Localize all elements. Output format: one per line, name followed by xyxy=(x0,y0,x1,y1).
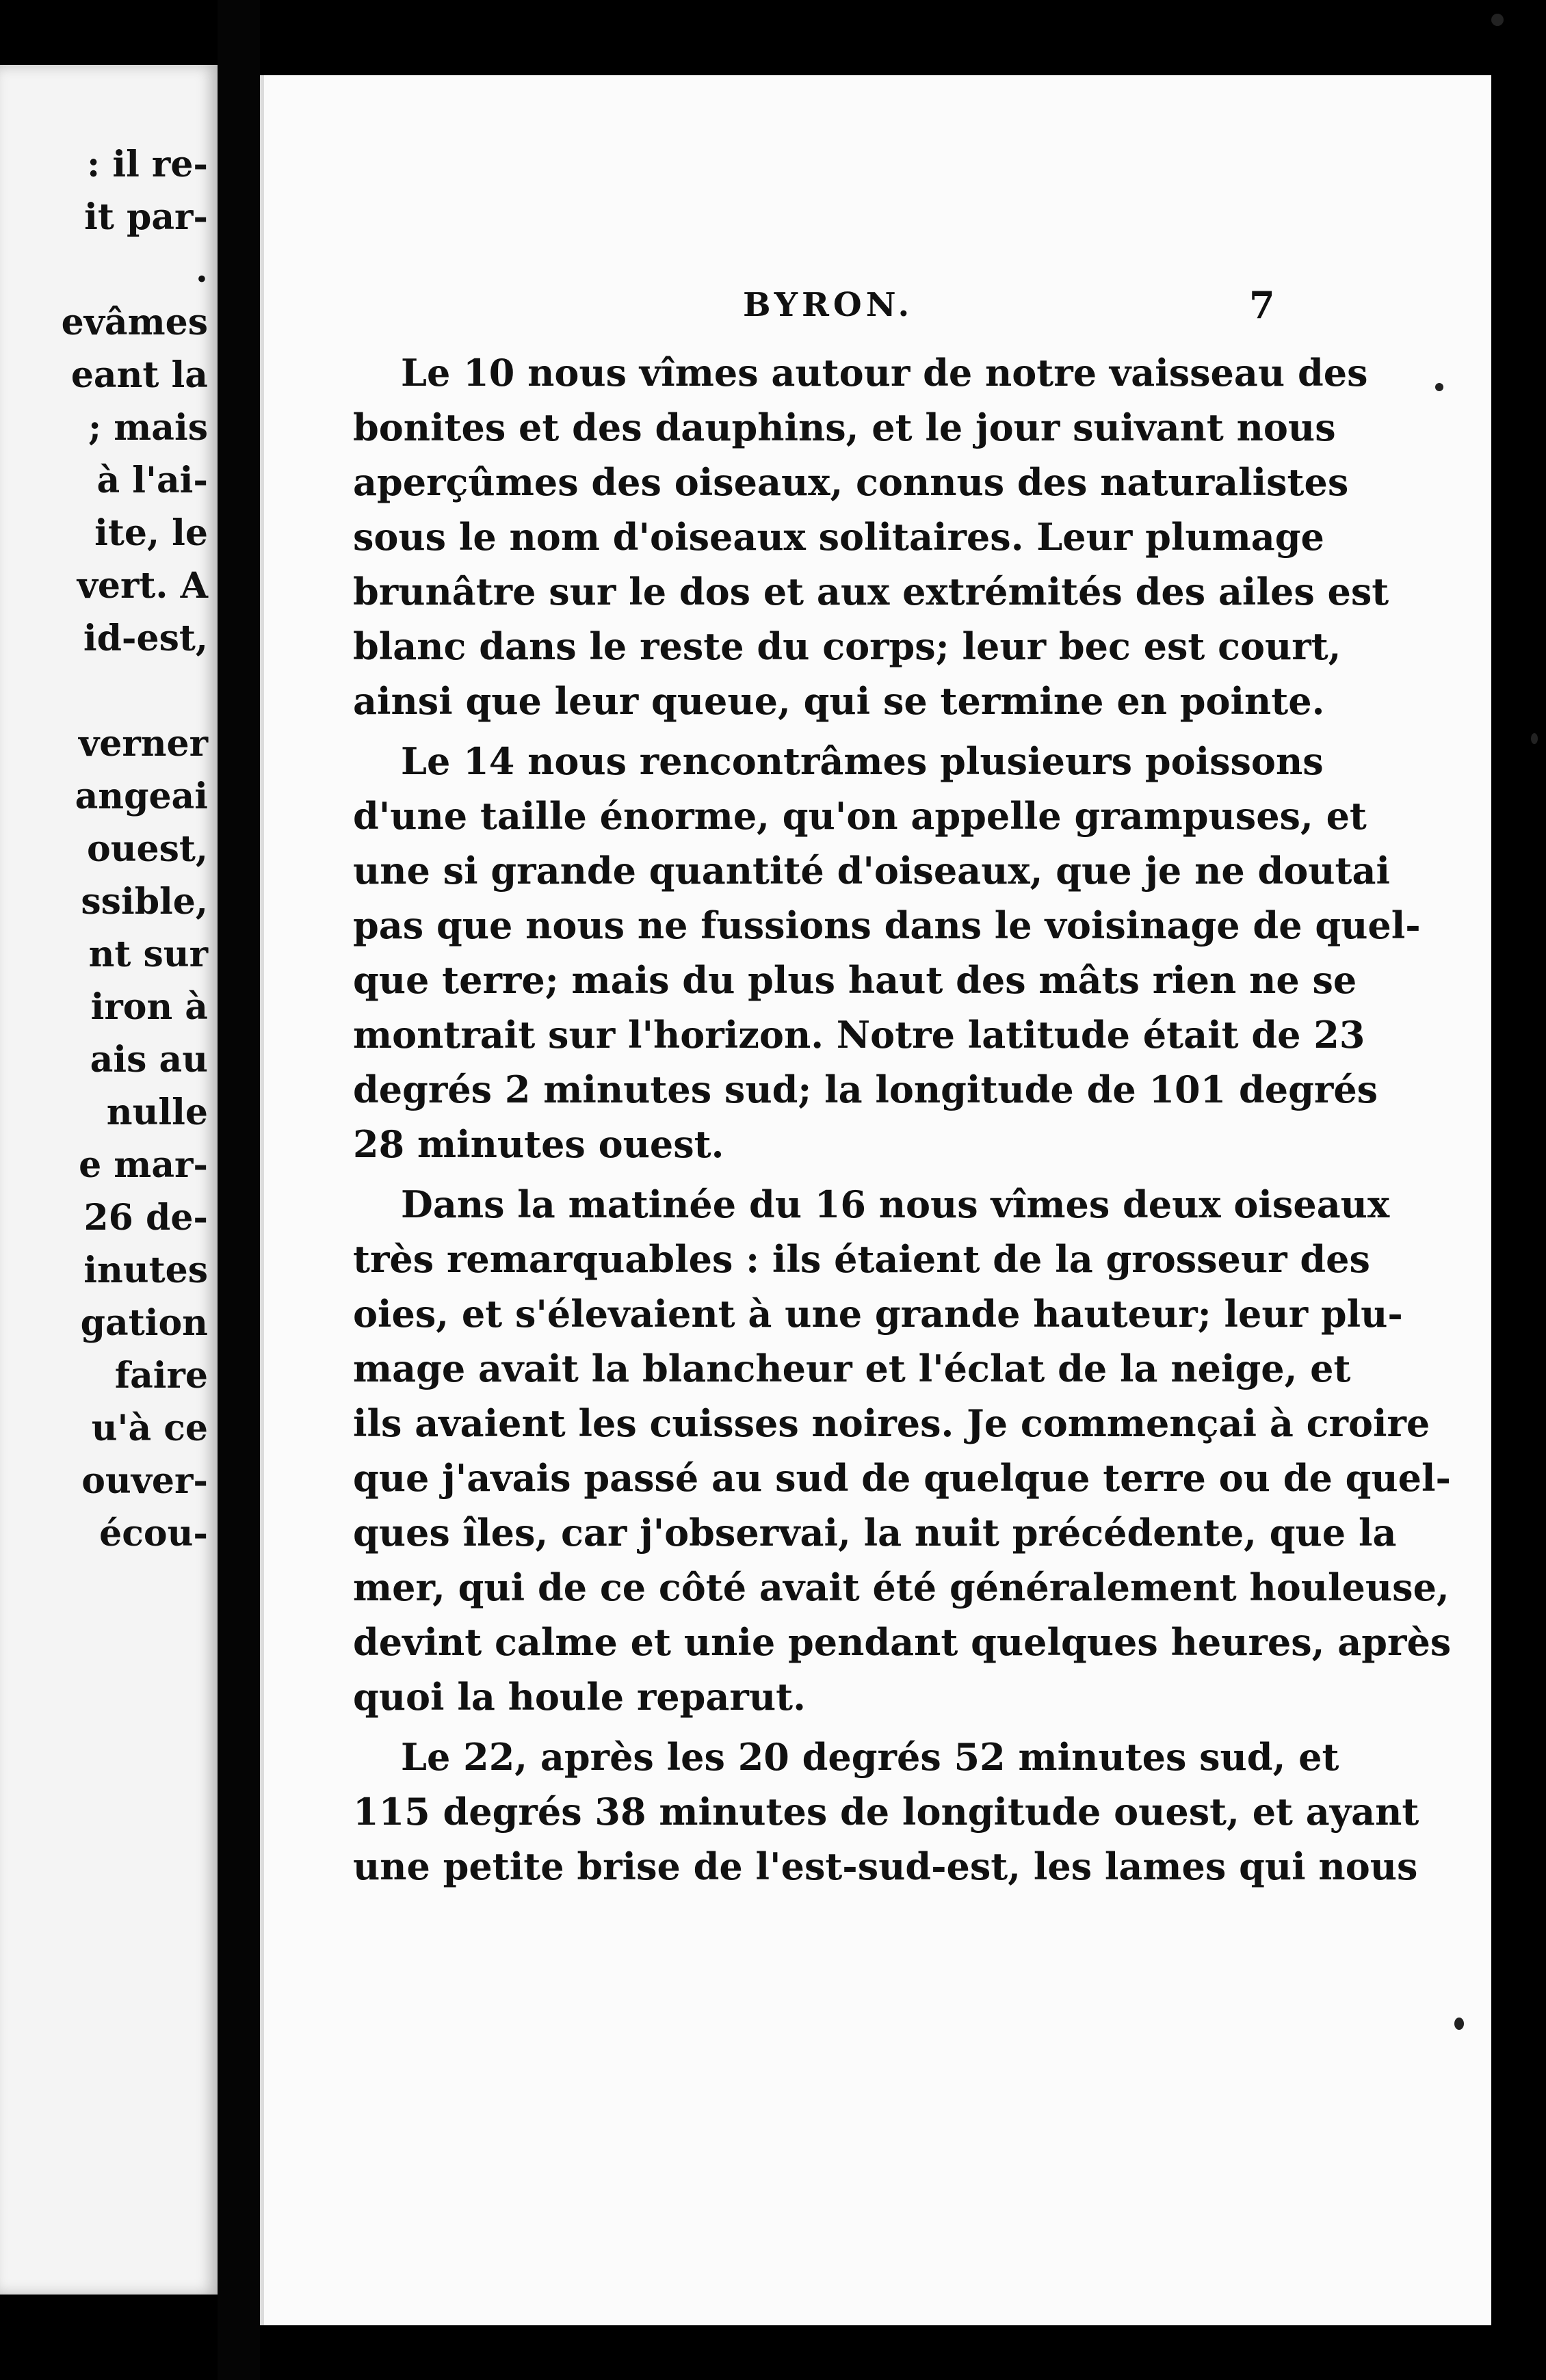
text-line: sous le nom d'oiseaux solitaires. Leur plumage xyxy=(353,515,1324,559)
text-line: montrait sur l'horizon. Notre latitude était de 23 xyxy=(353,1013,1365,1057)
text-line: pas que nous ne fussions dans le voisinage de quel- xyxy=(353,903,1421,947)
paragraph xyxy=(353,734,1421,1172)
left-page-line-fragment: e mar- xyxy=(79,1144,208,1186)
left-page-line-fragment: evâmes xyxy=(61,302,208,343)
text-line: Dans la matinée du 16 nous vîmes deux oiseaux xyxy=(401,1182,1390,1226)
paragraph xyxy=(353,1177,1452,1724)
text-line: une petite brise de l'est-sud-est, les lames qui nous xyxy=(353,1844,1418,1888)
page-number: 7 xyxy=(1249,283,1275,327)
left-page-line-fragment: eant la xyxy=(70,354,208,396)
left-page-line-fragment: ais au xyxy=(90,1039,208,1081)
dust-speck xyxy=(1435,383,1443,391)
left-page-line-fragment: angeai xyxy=(75,776,208,817)
text-line: Le 10 nous vîmes autour de notre vaisseau des xyxy=(401,351,1368,395)
left-page-line-fragment: u'à ce xyxy=(91,1407,208,1449)
text-line: ques îles, car j'observai, la nuit précédente, que la xyxy=(353,1511,1397,1555)
left-page-line-fragment: verner xyxy=(79,723,208,765)
running-head: BYRON. xyxy=(743,286,914,324)
text-line: degrés 2 minutes sud; la longitude de 101 degrés xyxy=(353,1068,1378,1111)
book-gutter xyxy=(218,0,260,2380)
text-line: une si grande quantité d'oiseaux, que je ne doutai xyxy=(353,849,1390,892)
dust-speck xyxy=(1454,2018,1464,2030)
left-page-line-fragment: nulle xyxy=(106,1092,208,1133)
left-page-line-fragment: iron à xyxy=(90,986,208,1028)
text-line: mer, qui de ce côté avait été généralement houleuse, xyxy=(353,1565,1450,1609)
left-page-line-fragment: inutes xyxy=(83,1250,208,1291)
text-line: 115 degrés 38 minutes de longitude ouest, et ayant xyxy=(353,1790,1419,1834)
text-line: que terre; mais du plus haut des mâts rien ne se xyxy=(353,958,1357,1002)
left-page-line-fragment: id-est, xyxy=(83,618,208,659)
left-page-line-fragment: ite, le xyxy=(94,512,208,554)
text-line: d'une taille énorme, qu'on appelle grampuses, et xyxy=(353,794,1367,838)
text-line: Le 14 nous rencontrâmes plusieurs poissons xyxy=(401,739,1324,783)
left-page-line-fragment: faire xyxy=(114,1355,208,1397)
text-line: bonites et des dauphins, et le jour suivant nous xyxy=(353,406,1336,449)
text-line: oies, et s'élevaient à une grande hauteur; leur plu- xyxy=(353,1292,1403,1336)
dust-speck xyxy=(1491,14,1504,26)
dust-speck xyxy=(1531,733,1538,744)
text-line: Le 22, après les 20 degrés 52 minutes sud, et xyxy=(401,1735,1339,1779)
left-page-line-fragment: 26 de- xyxy=(83,1197,208,1239)
paragraph xyxy=(353,1730,1419,1894)
text-line: très remarquables : ils étaient de la grosseur des xyxy=(353,1237,1370,1281)
text-line: mage avait la blancheur et l'éclat de la neige, et xyxy=(353,1347,1351,1390)
left-page-line-fragment: ouest, xyxy=(87,828,208,870)
text-line: blanc dans le reste du corps; leur bec est court, xyxy=(353,624,1341,668)
left-page-line-fragment: ssible, xyxy=(81,881,208,923)
text-line: ainsi que leur queue, qui se termine en pointe. xyxy=(353,679,1325,723)
text-line: quoi la houle reparut. xyxy=(353,1675,806,1719)
left-page-line-fragment: ; mais xyxy=(88,407,208,449)
left-page-line-fragment: : il re- xyxy=(87,144,208,185)
left-page-line-fragment: . xyxy=(195,249,208,291)
text-line: 28 minutes ouest. xyxy=(353,1122,724,1166)
text-line: ils avaient les cuisses noires. Je commençai à croire xyxy=(353,1401,1430,1445)
left-facing-page xyxy=(0,65,218,2295)
left-page-line-fragment: écou- xyxy=(99,1513,208,1555)
right-page xyxy=(260,75,1491,2325)
page-header xyxy=(264,280,1491,335)
body-text xyxy=(353,345,1452,1899)
text-line: aperçûmes des oiseaux, connus des naturalistes xyxy=(353,460,1349,504)
paragraph xyxy=(353,345,1389,728)
text-line: brunâtre sur le dos et aux extrémités des ailes est xyxy=(353,570,1389,613)
left-page-line-fragment: gation xyxy=(80,1302,208,1344)
left-page-line-fragment: ouver- xyxy=(81,1460,208,1502)
left-page-line-fragment: à l'ai- xyxy=(96,460,208,501)
left-page-line-fragment: vert. A xyxy=(77,565,208,607)
left-page-line-fragment: it par- xyxy=(84,196,208,238)
left-page-line-fragment: nt sur xyxy=(88,934,208,975)
text-line: devint calme et unie pendant quelques heures, après xyxy=(353,1620,1452,1664)
text-line: que j'avais passé au sud de quelque terre ou de quel- xyxy=(353,1456,1451,1500)
